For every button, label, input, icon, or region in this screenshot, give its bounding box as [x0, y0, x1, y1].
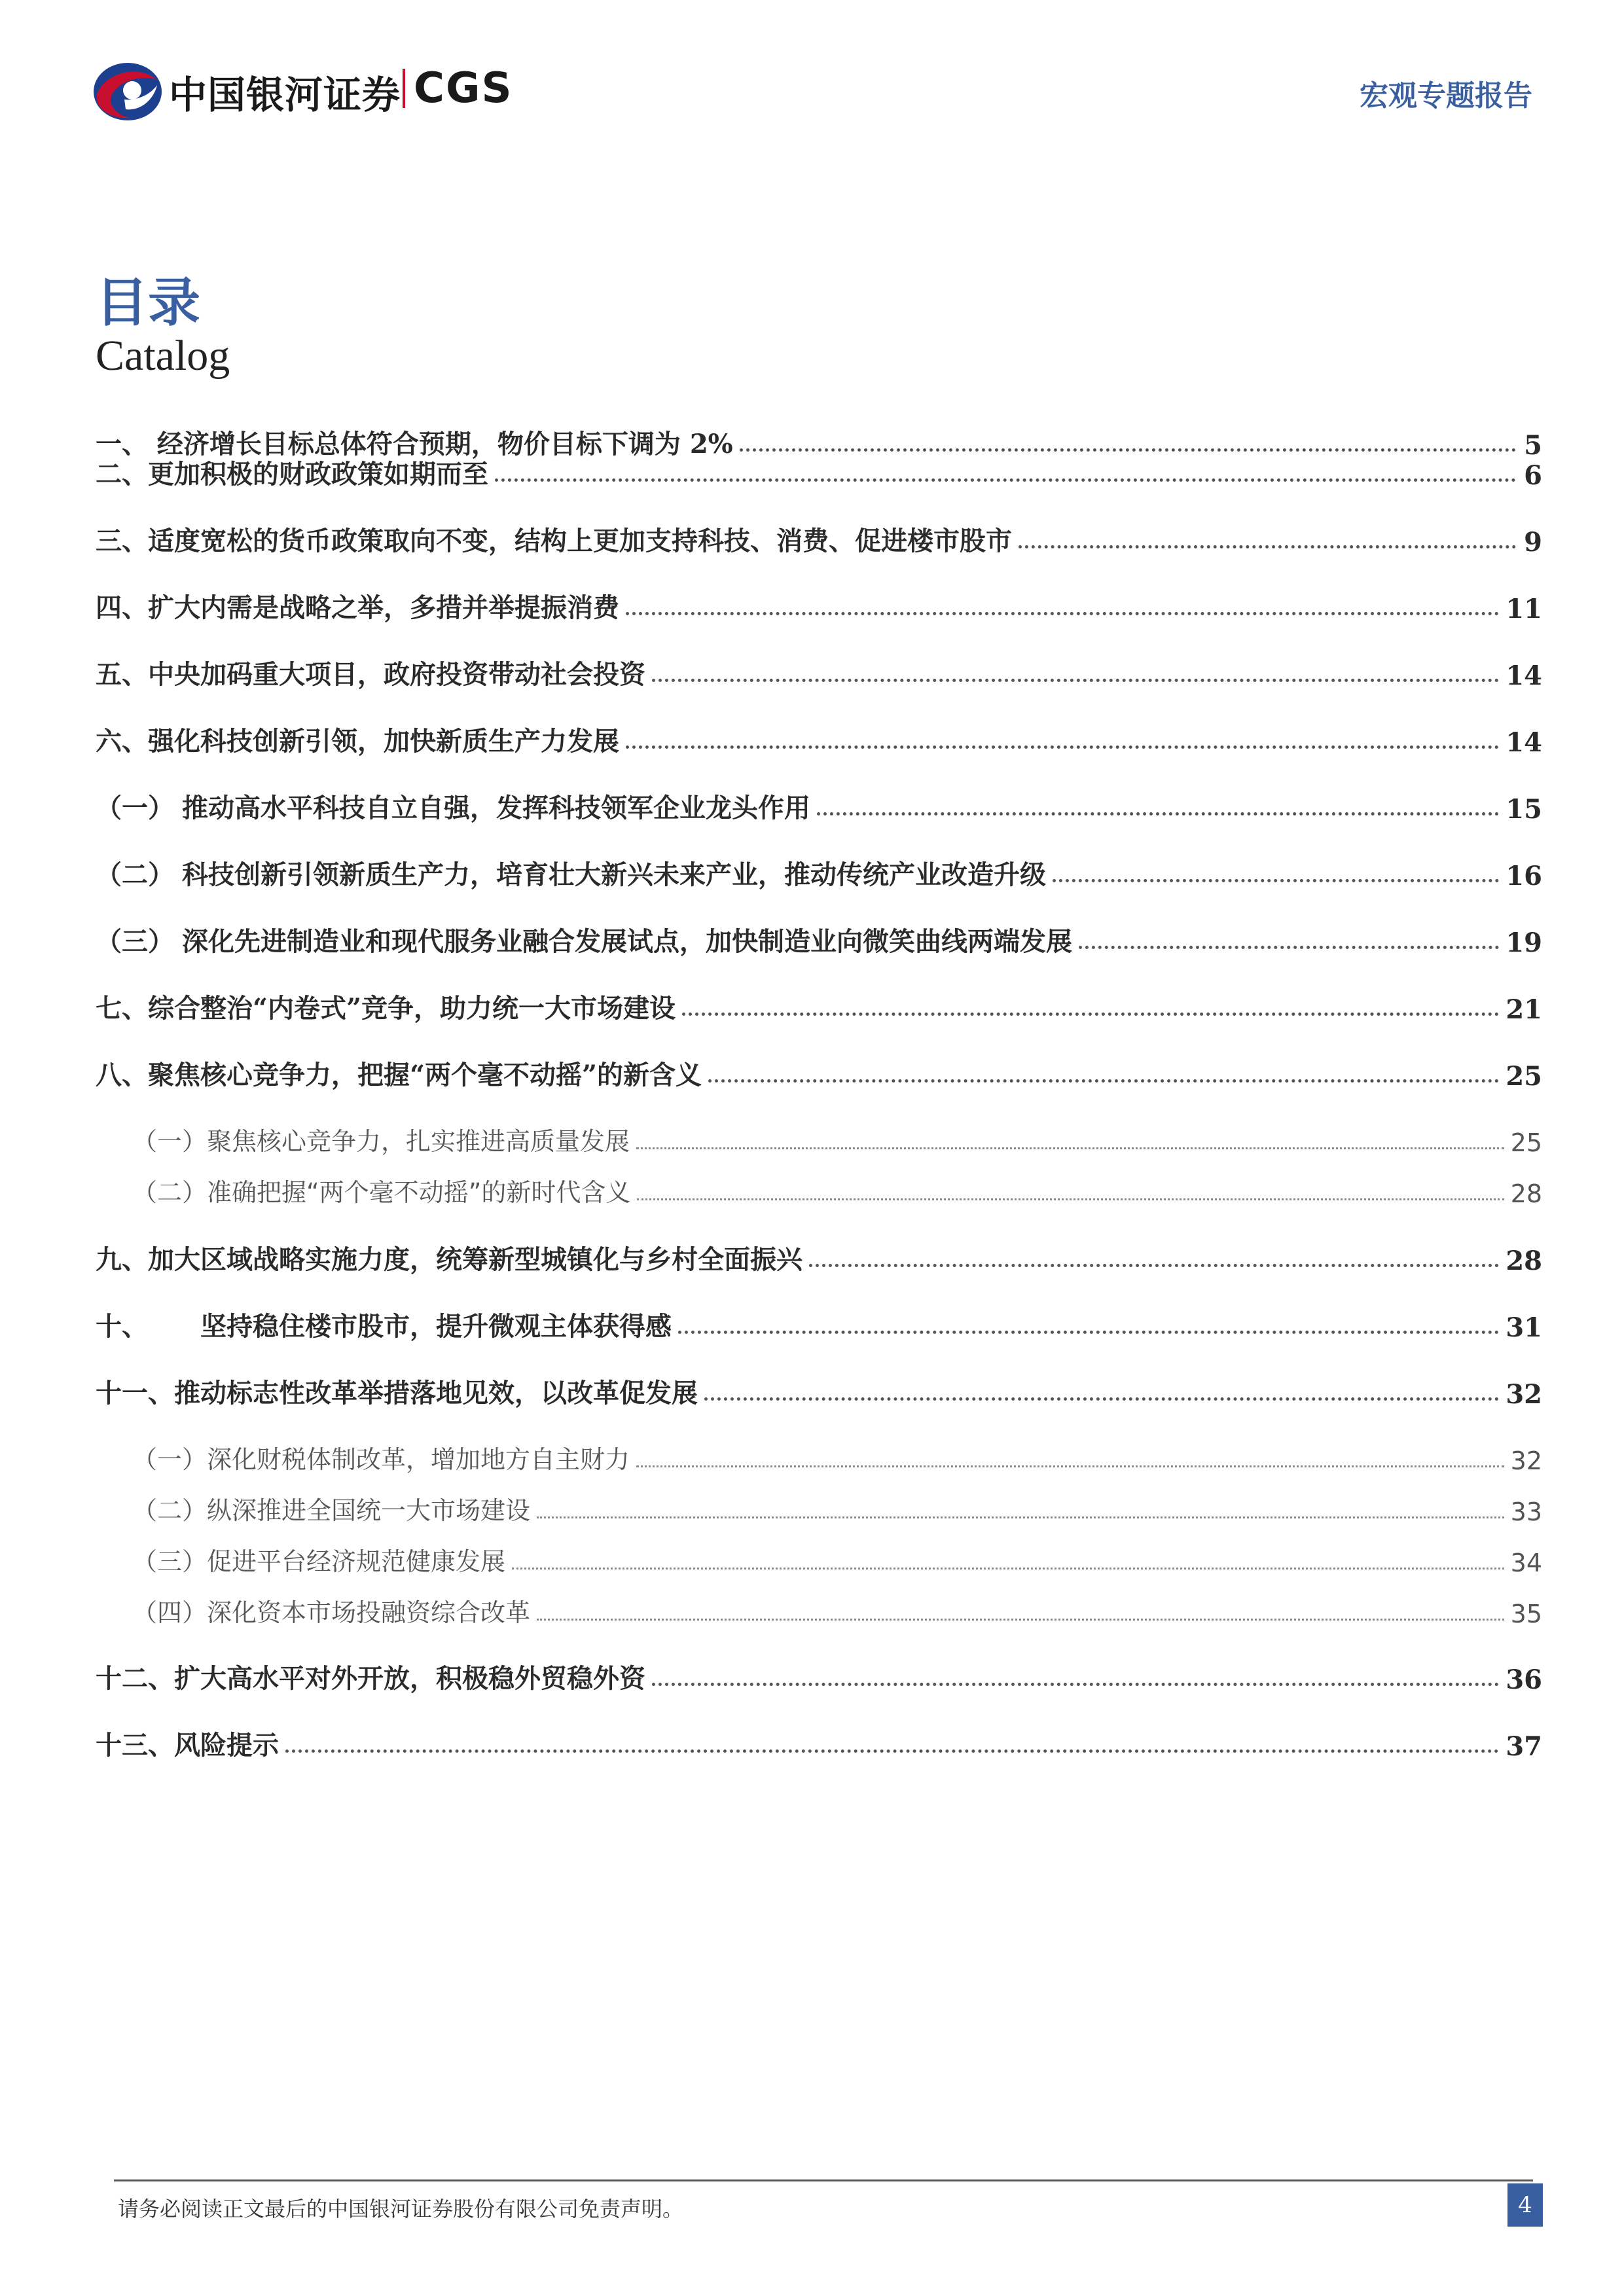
page-title: 目录	[96, 272, 200, 333]
toc-item-page: 25	[1510, 1128, 1542, 1157]
toc-leader-dots	[636, 1465, 1504, 1467]
toc-leader-dots	[682, 1013, 1499, 1016]
toc-leader-dots	[1079, 946, 1499, 949]
toc-leader-dots	[626, 612, 1499, 615]
toc-item-label: 二、更加积极的财政政策如期而至	[96, 459, 488, 490]
toc-item-6-2[interactable]	[96, 850, 1542, 891]
toc-item-page: 14	[1506, 727, 1542, 758]
toc-item-page: 37	[1506, 1731, 1542, 1762]
page-subtitle: Catalog	[96, 332, 230, 380]
brand-separator	[403, 69, 405, 108]
toc-item-11-2[interactable]	[96, 1484, 1542, 1526]
toc-item-label: （二）准确把握“两个毫不动摇”的新时代含义	[132, 1178, 631, 1207]
footer-disclaimer: 请务必阅读正文最后的中国银河证券股份有限公司免责声明。	[118, 2197, 684, 2221]
toc-item-label	[96, 854, 1046, 891]
toc-item-page: 32	[1510, 1446, 1542, 1475]
toc-leader-dots	[817, 812, 1499, 816]
page-number: 4	[1507, 2183, 1543, 2227]
toc-item-page: 19	[1506, 927, 1542, 958]
toc-item-page: 33	[1510, 1498, 1542, 1526]
toc-item-page: 9	[1524, 527, 1542, 558]
toc-item-text: 深化先进制造业和现代服务业融合发展试点，加快制造业向微笑曲线两端发展	[182, 926, 1072, 957]
toc-item-text: 坚持稳住楼市股市，提升微观主体获得感	[200, 1311, 672, 1342]
toc-item-6-1[interactable]	[96, 783, 1542, 825]
report-type: 宏观专题报告	[1360, 79, 1532, 113]
toc-item-label: （二）纵深推进全国统一大市场建设	[132, 1496, 531, 1525]
toc-item-label: 五、中央加码重大项目，政府投资带动社会投资	[96, 659, 645, 690]
toc-item-label: 六、强化科技创新引领，加快新质生产力发展	[96, 726, 619, 757]
toc-item-label: （一）聚焦核心竞争力，扎实推进高质量发展	[132, 1127, 630, 1156]
toc-item-label: 七、综合整治“内卷式”竞争，助力统一大市场建设	[96, 993, 676, 1024]
toc-item-page: 11	[1506, 594, 1542, 624]
toc-leader-dots	[537, 1516, 1504, 1518]
toc-leader-dots	[652, 679, 1499, 682]
toc-item-label: 一、 经济增长目标总体符合预期，物价目标下调为 2%	[96, 429, 733, 459]
toc-leader-dots	[809, 1264, 1499, 1267]
toc-item-13[interactable]	[96, 1720, 1542, 1762]
toc-item-number: （三）	[96, 926, 174, 957]
toc-leader-dots	[495, 478, 1516, 482]
toc-item-11-3[interactable]	[96, 1535, 1542, 1577]
toc-item-page: 16	[1506, 861, 1542, 891]
toc-item-page: 28	[1506, 1246, 1542, 1276]
toc-item-label: （一）深化财税体制改革，增加地方自主财力	[132, 1445, 630, 1474]
toc-item-label: 八、聚焦核心竞争力，把握“两个毫不动摇”的新含义	[96, 1060, 702, 1090]
toc-item-label: 十一、推动标志性改革举措落地见效，以改革促发展	[96, 1378, 698, 1408]
toc-leader-dots	[708, 1079, 1499, 1083]
toc-item-page: 21	[1506, 994, 1542, 1025]
toc-item-label: 四、扩大内需是战略之举，多措并举提振消费	[96, 592, 619, 623]
toc-item-2[interactable]	[96, 449, 1542, 491]
toc-item-text: 推动高水平科技自立自强，发挥科技领军企业龙头作用	[182, 793, 810, 823]
toc-leader-dots	[637, 1198, 1504, 1200]
toc-item-label: 九、加大区域战略实施力度，统筹新型城镇化与乡村全面振兴	[96, 1244, 803, 1275]
toc-item-page: 14	[1506, 660, 1542, 691]
toc-item-11-4[interactable]	[96, 1587, 1542, 1628]
toc-item-9[interactable]	[96, 1234, 1542, 1276]
toc-leader-dots	[626, 745, 1499, 749]
toc-item-page: 36	[1506, 1664, 1542, 1695]
toc-leader-dots	[1053, 879, 1499, 882]
toc-item-label	[96, 921, 1072, 958]
toc-item-11-1[interactable]	[96, 1433, 1542, 1475]
toc-item-label: 十二、扩大高水平对外开放，积极稳外贸稳外资	[96, 1663, 645, 1694]
toc-leader-dots	[636, 1147, 1504, 1149]
toc-item-8-2[interactable]	[96, 1166, 1542, 1208]
toc-item-12[interactable]	[96, 1653, 1542, 1695]
cgs-logo-icon	[92, 60, 164, 122]
toc-item-label	[96, 787, 810, 825]
toc-leader-dots	[704, 1397, 1499, 1401]
toc-item-label	[96, 1306, 672, 1343]
brand-name-en: CGS	[414, 64, 513, 113]
toc-leader-dots	[678, 1331, 1499, 1334]
toc-item-page: 32	[1506, 1379, 1542, 1410]
brand-name-cn: 中国银河证券	[169, 73, 401, 117]
toc-item-page: 5	[1524, 430, 1542, 461]
toc-leader-dots	[537, 1619, 1504, 1621]
toc-item-7[interactable]	[96, 983, 1542, 1025]
toc-item-number: 十、	[96, 1311, 148, 1342]
toc-item-page: 31	[1506, 1312, 1542, 1343]
toc-item-number: （一）	[96, 793, 174, 823]
toc-item-label: 十三、风险提示	[96, 1730, 279, 1761]
toc-item-page: 15	[1506, 794, 1542, 825]
toc-item-8-1[interactable]	[96, 1115, 1542, 1157]
toc-item-11[interactable]	[96, 1368, 1542, 1410]
toc-item-page: 6	[1524, 460, 1542, 491]
toc-leader-dots	[285, 1749, 1499, 1753]
toc-item-label: 三、适度宽松的货币政策取向不变，结构上更加支持科技、消费、促进楼市股市	[96, 526, 1012, 556]
toc-item-6-3[interactable]	[96, 916, 1542, 958]
toc-item-label: （四）深化资本市场投融资综合改革	[132, 1598, 531, 1627]
page-header	[0, 0, 1624, 157]
toc-item-3[interactable]	[96, 516, 1542, 558]
toc-item-10[interactable]	[96, 1301, 1542, 1343]
toc-leader-dots	[512, 1568, 1504, 1570]
toc-item-6[interactable]	[96, 716, 1542, 758]
toc-item-4[interactable]	[96, 583, 1542, 624]
footer-divider	[114, 2179, 1533, 2181]
toc-item-number: （二）	[96, 859, 174, 890]
toc-item-page: 34	[1510, 1549, 1542, 1577]
toc-item-page: 25	[1506, 1061, 1542, 1092]
toc-leader-dots	[1019, 545, 1516, 548]
toc-item-page: 28	[1510, 1179, 1542, 1208]
toc-item-8[interactable]	[96, 1050, 1542, 1092]
toc-item-text: 科技创新引领新质生产力，培育壮大新兴未来产业，推动传统产业改造升级	[182, 859, 1046, 890]
toc-item-label: （三）促进平台经济规范健康发展	[132, 1547, 506, 1576]
toc-item-5[interactable]	[96, 649, 1542, 691]
toc-leader-dots	[652, 1683, 1499, 1686]
toc-item-page: 35	[1510, 1600, 1542, 1628]
